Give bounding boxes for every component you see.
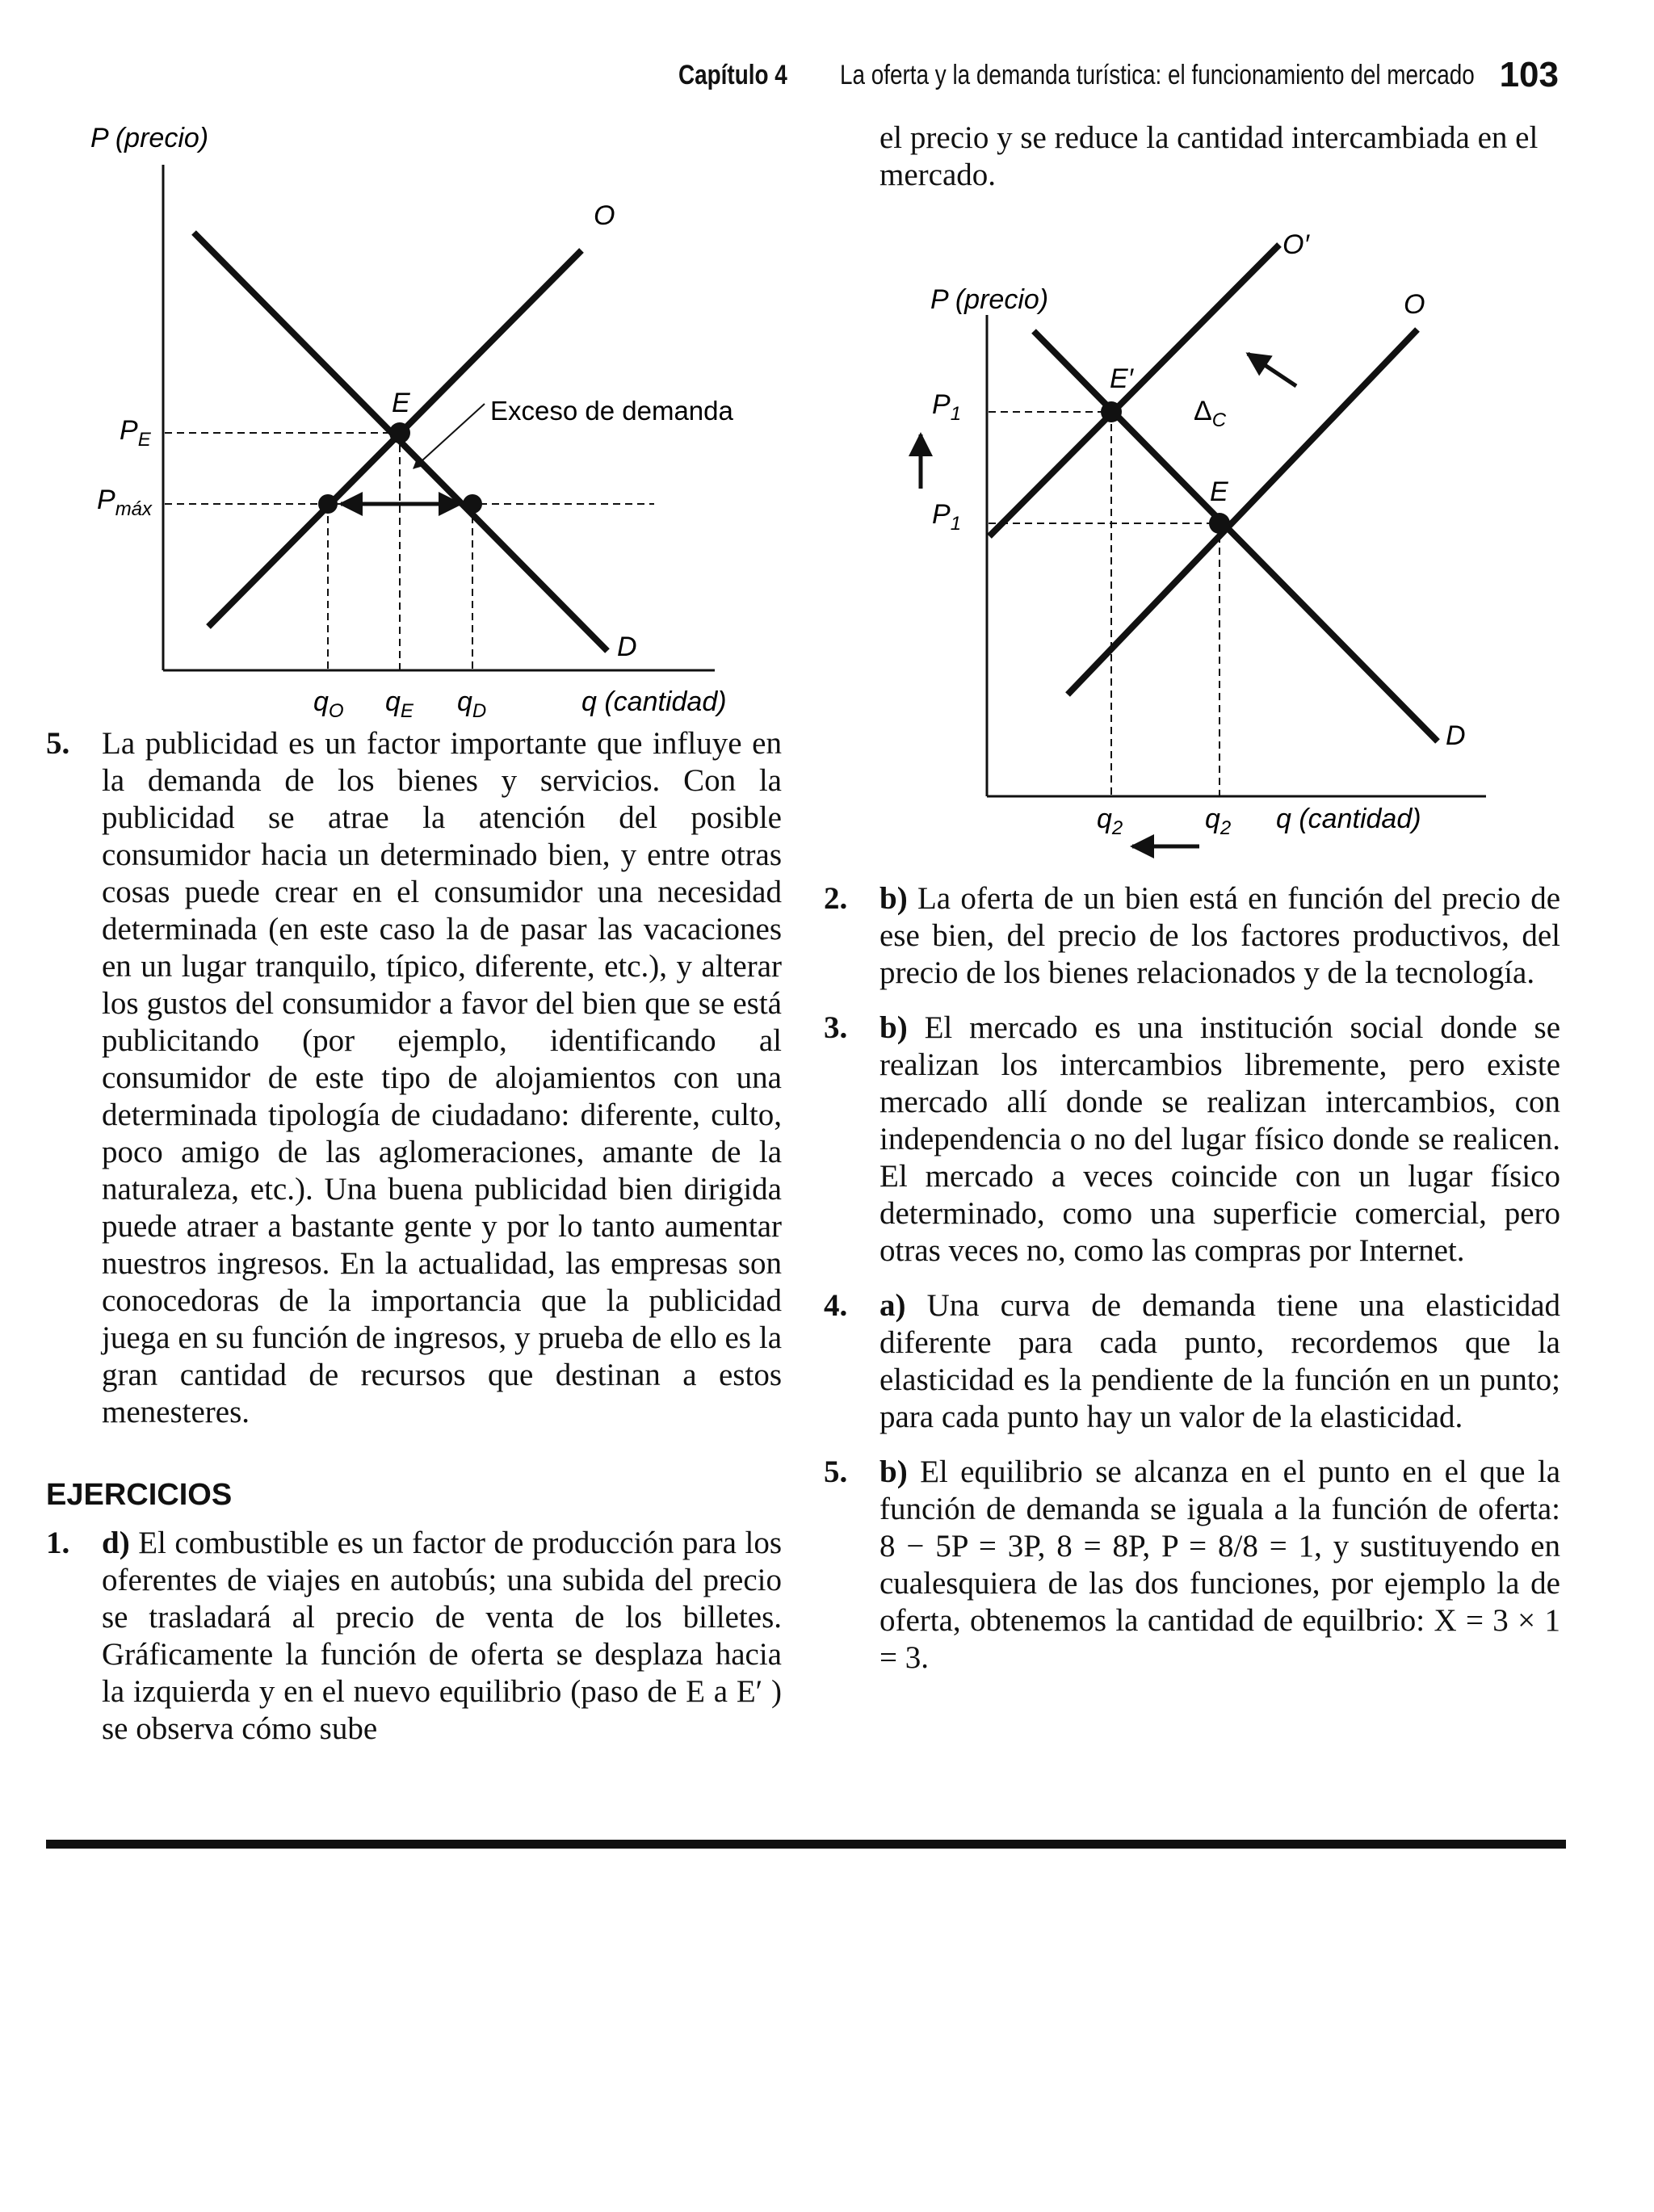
exercise-1 <box>46 1525 782 1748</box>
exercise-number: 5. <box>824 1454 848 1489</box>
demand-label: D <box>617 632 637 662</box>
exercise-answer <box>102 1525 782 1748</box>
exercise-5 <box>824 1454 1560 1677</box>
bottom-rule <box>46 1840 1566 1849</box>
exercise-4 <box>824 1287 1560 1436</box>
equilibrium-point <box>1209 513 1230 534</box>
q2-left-label: $q_2$ <box>1097 804 1123 839</box>
exercise-number: 2. <box>824 881 848 916</box>
p1-top-label: $P_1$ <box>932 389 962 425</box>
exercise-number: 1. <box>46 1526 70 1560</box>
exercise-answer <box>879 1287 1560 1436</box>
item-number: 5. <box>46 726 70 761</box>
qe-label: $q_E$ <box>385 686 414 722</box>
exercise-number: 3. <box>824 1010 848 1045</box>
qd-label: $q_D$ <box>457 686 487 722</box>
exercise-3 <box>824 1009 1560 1270</box>
supply-shift-chart <box>896 218 1559 864</box>
excess-demand-label: Exceso de demanda <box>490 396 733 426</box>
chapter-title: La oferta y la demanda turística: el funcionamiento del mercado <box>840 60 1475 90</box>
supply-label: O <box>1404 289 1425 320</box>
delta-cost-label: $\Delta_C$ <box>1194 396 1227 431</box>
page-header <box>678 57 1559 97</box>
demand-at-pmax-point <box>463 494 482 514</box>
answer-text: Una curva de demanda tiene una elasticidad diferente para cada punto, recordemos que la elasticidad es la pendiente de la función en un punto; para cada punto hay un valor de la elasticidad. <box>879 1288 1560 1434</box>
equilibrium-label: E <box>392 388 410 418</box>
page-number: 103 <box>1499 55 1559 94</box>
right-column <box>824 880 1560 1677</box>
answer-option: b) <box>879 1010 908 1045</box>
supply-label: O <box>594 200 615 231</box>
excess-demand-chart <box>65 113 791 735</box>
answer-option: a) <box>879 1288 906 1323</box>
supply-new-label: O′ <box>1282 229 1309 260</box>
price-eq-label: $P_E$ <box>120 415 151 451</box>
exercise-answer <box>879 880 1560 992</box>
q2-right-label: $q_2$ <box>1205 804 1232 839</box>
answer-option: b) <box>879 881 908 916</box>
continuation-paragraph: el precio y se reduce la cantidad intercambiada en el mercado. <box>879 120 1539 192</box>
exercise-answer <box>879 1454 1560 1677</box>
left-column <box>46 725 782 1748</box>
y-axis-label: P (precio) <box>930 284 1049 315</box>
answer-text: El mercado es una institución social donde se realizan los intercambios libremente, pero existe mercado allí donde se realizan intercambios, con independencia o no del lugar físico donde se realicen. El mercado a veces coincide con un lugar físico determinado, como una superficie comercial, pero otras veces no, como las compras por Internet. <box>879 1010 1561 1268</box>
p1-bottom-label: $P_1$ <box>932 499 962 535</box>
item-5 <box>46 725 782 1431</box>
new-equilibrium-point <box>1101 401 1122 422</box>
demand-curve <box>1034 331 1438 741</box>
equilibrium-point <box>389 422 410 443</box>
answer-text: La oferta de un bien está en función del precio de ese bien, del precio de los factores productivos, del precio de los bienes relacionados y de la tecnología. <box>879 881 1561 990</box>
price-max-label: $P_{máx}$ <box>97 485 153 520</box>
answer-text: El equilibrio se alcanza en el punto en el que la función de demanda se iguala a la función de oferta: 8 − 5P = 3P, 8 = 8P, P = 8/8 = 1, y sustituyendo en cualesquiera de las dos funciones, por ejemplo la de oferta, obtenemos la cantidad de equilbrio: X = 3 × 1 = 3. <box>879 1454 1561 1675</box>
demand-label: D <box>1446 720 1466 751</box>
figure-excess-demand <box>65 113 791 735</box>
section-heading: EJERCICIOS <box>46 1478 233 1512</box>
supply-at-pmax-point <box>318 494 338 514</box>
item-paragraph: La publicidad es un factor importante que influye en la demanda de los bienes y servicios. Con la publicidad se atrae la atención del posible consumidor hacia un determinado bien, y entre otras cosas puede crear en el consumidor una necesidad determinada (en este caso la de pasar las vacaciones en un lugar tranquilo, típico, diferente, etc.), y alterar los gustos del consumidor a favor del bien que se está publicitando (por ejemplo, identificando al consumidor de este tipo de alojamientos con una determinada tipología de ciudadano: diferente, culto, poco amigo de las aglomeraciones, amante de la naturaleza, etc.). Una buena publicidad bien dirigida puede atraer a bastante gente y por lo tanto aumentar nuestros ingresos. En la actualidad, las empresas son conocedoras de la importancia que la publicidad juega en su función de ingresos, y prueba de ello es la gran cantidad de recursos que destinan a estos menesteres. <box>102 726 782 1429</box>
answer-text: El combustible es un factor de producción para los oferentes de viajes en autobús; una subida del precio se trasladará al precio de venta de los billetes. Gráficamente la función de oferta se desplaza hacia la izquierda y en el nuevo equilibrio (paso de E a E′ ) se observa cómo sube <box>102 1526 783 1746</box>
exercise-number: 4. <box>824 1288 848 1323</box>
qo-label: $q_O$ <box>313 686 344 722</box>
shift-arrow <box>1248 354 1296 386</box>
answer-option: b) <box>879 1454 908 1489</box>
x-axis-label: q (cantidad) <box>1276 804 1421 834</box>
right-top-text <box>879 120 1560 194</box>
figure-supply-shift <box>896 218 1559 864</box>
chapter-label: Capítulo 4 <box>678 60 787 90</box>
answer-option: d) <box>102 1526 130 1560</box>
y-axis-label: P (precio) <box>90 123 209 153</box>
exercise-2 <box>824 880 1560 992</box>
exercise-answer <box>879 1009 1560 1270</box>
x-axis-label: q (cantidad) <box>581 686 727 717</box>
equilibrium-label: E <box>1210 476 1228 507</box>
new-equilibrium-label: E′ <box>1110 363 1134 394</box>
